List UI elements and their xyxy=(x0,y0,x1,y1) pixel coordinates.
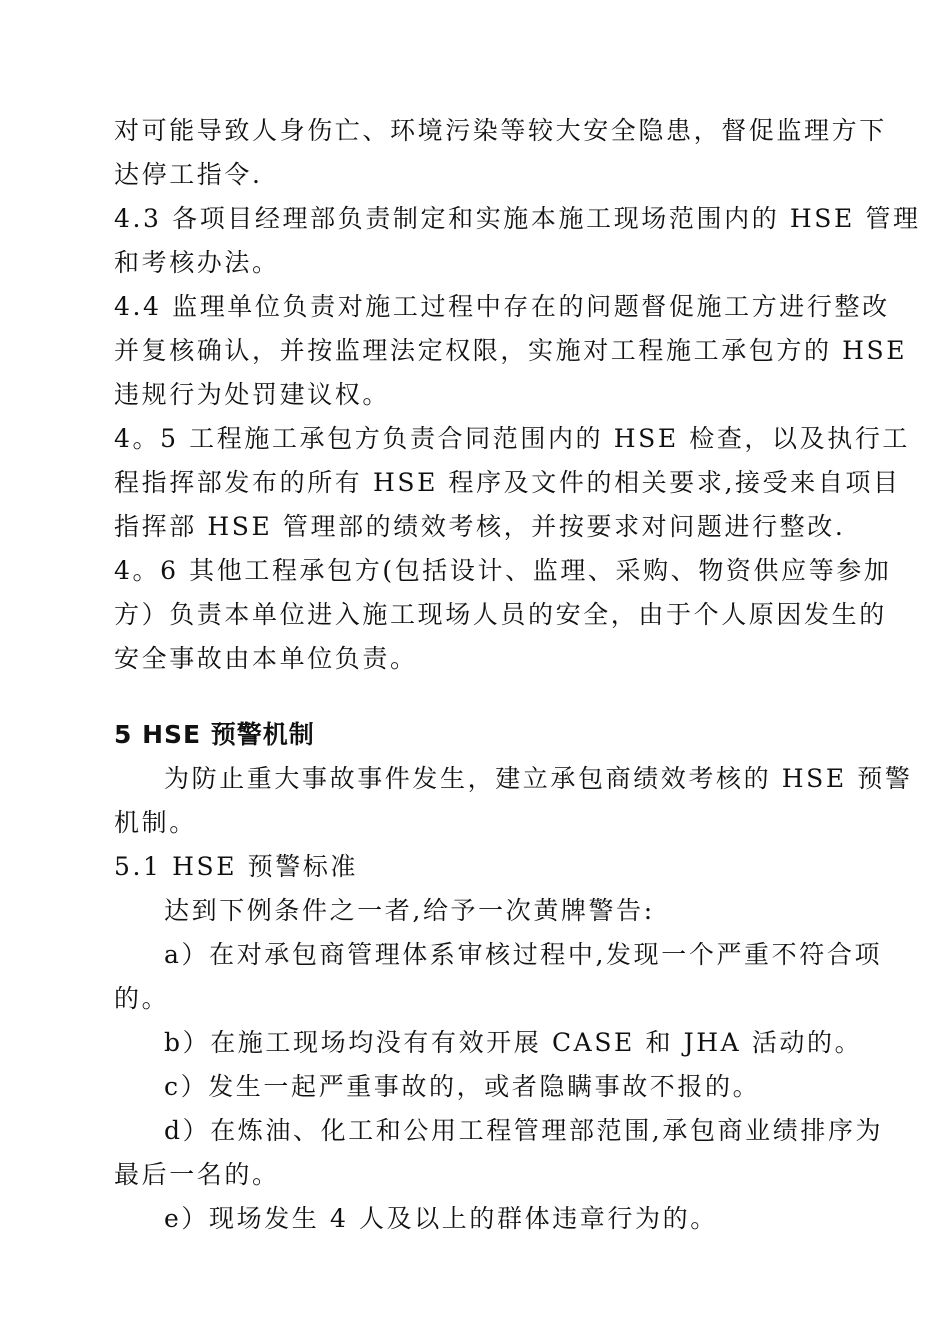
text-line: 达停工指令. xyxy=(114,160,263,189)
list-item: e）现场发生 4 人及以上的群体违章行为的。 xyxy=(164,1204,718,1233)
text-line: 机制。 xyxy=(114,808,197,837)
text-line: 达到下例条件之一者,给予一次黄牌警告: xyxy=(164,896,655,925)
text-line: 最后一名的。 xyxy=(114,1160,280,1189)
subsection-heading: 5.1 HSE 预警标准 xyxy=(114,852,359,881)
text-line: 4.3 各项目经理部负责制定和实施本施工现场范围内的 HSE 管理 xyxy=(114,204,921,233)
text-line: 的。 xyxy=(114,984,170,1013)
text-line: 方）负责本单位进入施工现场人员的安全，由于个人原因发生的 xyxy=(114,600,887,629)
section-heading: 5 HSE 预警机制 xyxy=(114,720,315,749)
text-line: 4。6 其他工程承包方(包括设计、监理、采购、物资供应等参加 xyxy=(114,556,892,585)
text-line: 和考核办法。 xyxy=(114,248,280,277)
list-item: d）在炼油、化工和公用工程管理部范围,承包商业绩排序为 xyxy=(164,1116,884,1145)
list-item: a）在对承包商管理体系审核过程中,发现一个严重不符合项 xyxy=(164,940,883,969)
list-item: c）发生一起严重事故的，或者隐瞒事故不报的。 xyxy=(164,1072,761,1101)
text-line: 违规行为处罚建议权。 xyxy=(114,380,391,409)
text-line: 为防止重大事故事件发生，建立承包商绩效考核的 HSE 预警 xyxy=(164,764,913,793)
text-line: 安全事故由本单位负责。 xyxy=(114,644,418,673)
list-item: b）在施工现场均没有有效开展 CASE 和 JHA 活动的。 xyxy=(164,1028,863,1057)
text-line: 对可能导致人身伤亡、环境污染等较大安全隐患，督促监理方下 xyxy=(114,116,887,145)
text-line: 指挥部 HSE 管理部的绩效考核，并按要求对问题进行整改. xyxy=(114,512,846,541)
text-line: 4。5 工程施工承包方负责合同范围内的 HSE 检查，以及执行工 xyxy=(114,424,911,453)
text-line: 4.4 监理单位负责对施工过程中存在的问题督促施工方进行整改 xyxy=(114,292,890,321)
text-line: 程指挥部发布的所有 HSE 程序及文件的相关要求,接受来自项目 xyxy=(114,468,901,497)
text-line: 并复核确认，并按监理法定权限，实施对工程施工承包方的 HSE xyxy=(114,336,908,365)
